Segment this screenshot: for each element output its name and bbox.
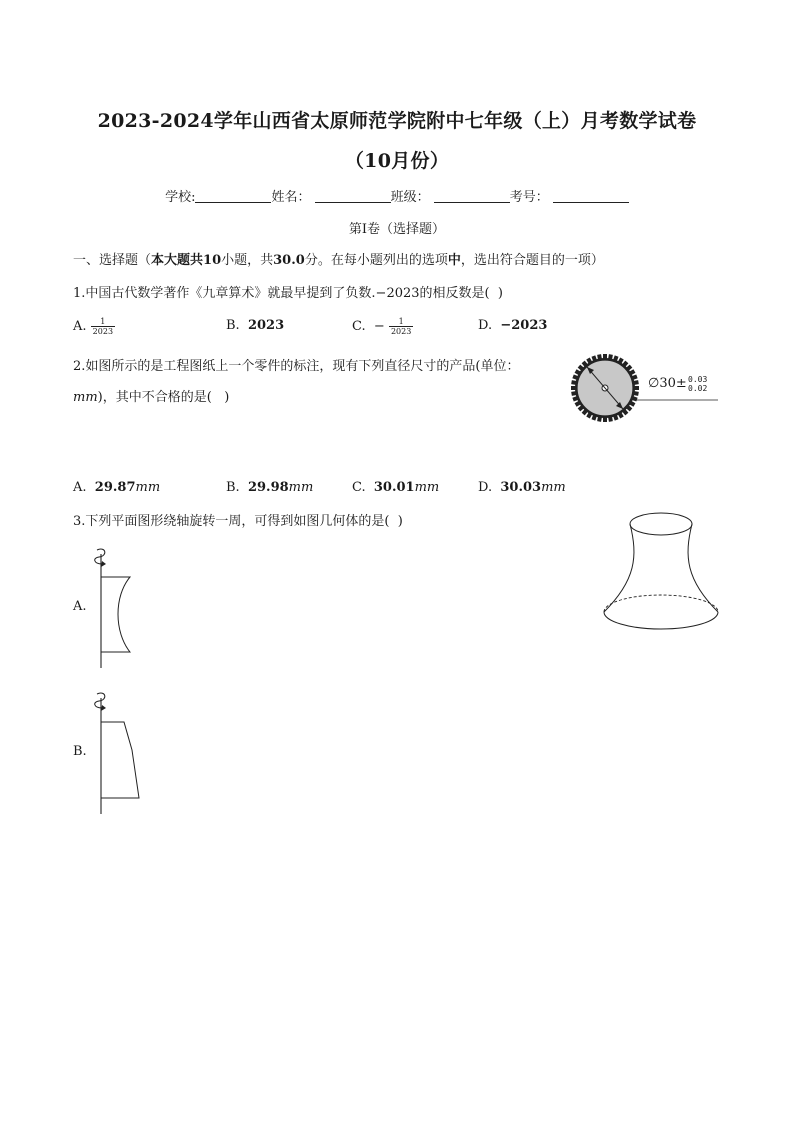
q1-option-c[interactable] bbox=[352, 317, 413, 336]
rotation-arrow-icon bbox=[95, 693, 105, 708]
instruction-mid: 小题，共 bbox=[221, 253, 274, 268]
option-value: 30.01 bbox=[373, 480, 415, 495]
school-label: 学校: bbox=[165, 190, 196, 205]
exam-no-field[interactable] bbox=[553, 189, 629, 203]
solid-top-ellipse bbox=[630, 513, 692, 535]
shape-b-outline bbox=[101, 722, 139, 798]
q3-option-a-figure[interactable] bbox=[88, 544, 138, 670]
fraction bbox=[389, 317, 413, 336]
part1-instruction bbox=[73, 249, 604, 268]
instruction-end: ，选出符合题目的一项） bbox=[460, 253, 604, 268]
tolerance-upper: 0.03 bbox=[688, 375, 708, 384]
fraction-numerator: 1 bbox=[389, 317, 413, 327]
option-label: B. bbox=[226, 480, 240, 495]
q1-option-b[interactable] bbox=[226, 318, 284, 333]
solid-left-profile bbox=[604, 524, 634, 612]
tolerance-lower: 0.02 bbox=[688, 384, 708, 393]
q3-option-b-figure[interactable] bbox=[88, 688, 144, 816]
option-value: −2023 bbox=[500, 318, 548, 333]
question-2-line2 bbox=[73, 386, 229, 405]
fraction bbox=[91, 317, 115, 336]
option-unit: mm bbox=[541, 480, 566, 495]
option-unit: mm bbox=[135, 480, 161, 495]
option-label: B. bbox=[226, 318, 240, 333]
option-label: A. bbox=[73, 480, 87, 495]
q3-option-b-label[interactable]: B. bbox=[73, 744, 87, 759]
dimension-label bbox=[648, 376, 687, 391]
instruction-prefix: 一、选择题（ bbox=[73, 253, 152, 268]
question-3-text: 3.下列平面图形绕轴旋转一周，可得到如图几何体的是( ) bbox=[73, 514, 403, 529]
q1-option-a[interactable] bbox=[73, 317, 115, 336]
option-value: 2023 bbox=[247, 318, 285, 333]
solid-bottom-back bbox=[604, 595, 718, 612]
instruction-bold2: 中 bbox=[447, 253, 461, 268]
school-field[interactable] bbox=[195, 189, 271, 203]
option-unit: mm bbox=[288, 480, 314, 495]
q2-tail: )，其中不合格的是( ) bbox=[97, 390, 230, 405]
rotation-arrow-icon bbox=[95, 549, 105, 564]
exam-title: 2023-2024学年山西省太原师范学院附中七年级（上）月考数学试卷 bbox=[97, 110, 697, 132]
q1-expression: −2023 bbox=[375, 286, 420, 301]
q2-option-a[interactable] bbox=[73, 480, 160, 495]
q1-tail: 的相反数是( ) bbox=[419, 286, 503, 301]
option-label: C. bbox=[352, 480, 366, 495]
exam-no-label: 考号： bbox=[509, 190, 549, 205]
class-field[interactable] bbox=[434, 189, 510, 203]
instruction-suffix: 分。在每小题列出的选项 bbox=[304, 253, 448, 268]
q2-option-c[interactable] bbox=[352, 480, 439, 495]
shape-a-outline bbox=[101, 577, 130, 652]
q1-stem: 1.中国古代数学著作《九章算术》就最早提到了负数. bbox=[73, 286, 376, 301]
rotation-arrow-head bbox=[101, 705, 106, 711]
total-score: 30.0 bbox=[273, 253, 305, 268]
solid-right-profile bbox=[688, 524, 718, 612]
section-title: 第I卷（选择题） bbox=[348, 222, 446, 237]
question-2-line1: 2.如图所示的是工程图纸上一个零件的标注，现有下列直径尺寸的产品(单位： bbox=[73, 359, 520, 374]
q2-unit: mm bbox=[73, 390, 98, 405]
question-1-text bbox=[73, 282, 503, 301]
name-field[interactable] bbox=[315, 189, 391, 203]
q2-option-d[interactable] bbox=[478, 480, 566, 495]
option-value: 29.87 bbox=[94, 480, 136, 495]
q3-option-a-label[interactable]: A. bbox=[73, 599, 87, 614]
fraction-denominator: 2023 bbox=[92, 327, 114, 336]
option-label: D. bbox=[478, 318, 493, 333]
student-info-line bbox=[0, 186, 794, 205]
option-label: A. bbox=[73, 319, 87, 334]
question-count: 10 bbox=[203, 253, 222, 268]
q2-option-b[interactable] bbox=[226, 480, 313, 495]
class-label: 班级： bbox=[390, 190, 430, 205]
solid-of-revolution-figure bbox=[596, 508, 726, 636]
option-sign: − bbox=[373, 319, 385, 334]
option-unit: mm bbox=[414, 480, 440, 495]
option-label: C. bbox=[352, 319, 366, 334]
option-value: 30.03 bbox=[500, 480, 542, 495]
exam-title-subline: （10月份） bbox=[344, 150, 450, 172]
tolerance-stack bbox=[688, 375, 707, 393]
solid-bottom-front bbox=[604, 612, 718, 629]
q1-option-d[interactable] bbox=[478, 318, 547, 333]
instruction-bold: 本大题共 bbox=[151, 253, 204, 268]
option-value: 29.98 bbox=[247, 480, 289, 495]
name-label: 姓名： bbox=[271, 190, 311, 205]
dimension-main: ∅30± bbox=[648, 376, 687, 391]
fraction-numerator: 1 bbox=[91, 317, 115, 327]
fraction-denominator: 2023 bbox=[390, 327, 412, 336]
option-label: D. bbox=[478, 480, 493, 495]
rotation-arrow-head bbox=[101, 561, 106, 567]
